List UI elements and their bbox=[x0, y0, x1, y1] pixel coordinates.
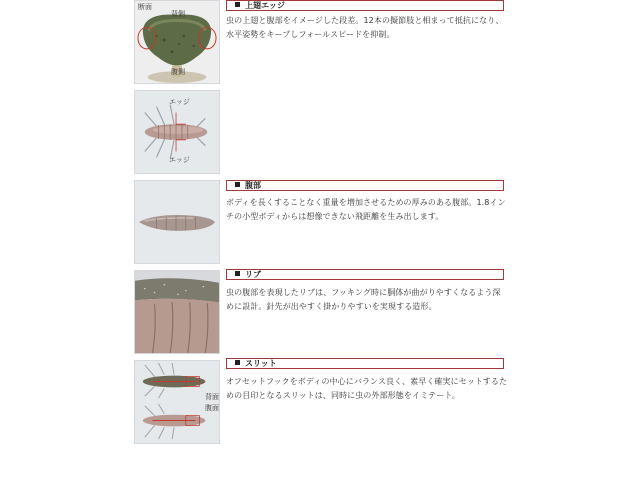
section-description-rib: 虫の腹部を表現したリブは、フッキング時に胴体が曲がりやすくなるよう深めに設計。針先が出やすく掛かりやすいを実現する造形。 bbox=[226, 288, 501, 311]
section-title-edge-text: 上翅エッジ bbox=[245, 1, 285, 10]
section-description-slit: オフセットフックをボディの中心にバランス良く、素早く確実にセットするための目印となるスリットは、同時に虫の外部形態をイミテート。 bbox=[226, 377, 508, 400]
bullet-icon bbox=[235, 271, 240, 276]
bullet-icon bbox=[235, 182, 240, 187]
label-cross-section: 断面 bbox=[138, 3, 152, 11]
cross-section-image bbox=[134, 0, 220, 84]
slit-views-image bbox=[134, 360, 220, 444]
section-title-rib bbox=[226, 269, 504, 280]
section-description-edge: 虫の上翅と腹部をイメージした段差。12本の擬節肢と相まって抵抗になり、水平姿勢をキープしフォールスピードを抑制。 bbox=[226, 16, 504, 39]
label-belly-side: 腹側 bbox=[171, 68, 185, 76]
rib-closeup-image bbox=[134, 270, 220, 354]
label-back-view: 背面 bbox=[205, 393, 219, 401]
section-title-abdomen-text: 腹部 bbox=[245, 181, 261, 190]
section-description-abdomen: ボディを長くすることなく重量を増加させるための厚みのある腹部。1.8インチの小型ボディからは想像できない飛距離を生み出します。 bbox=[226, 198, 506, 221]
bullet-icon bbox=[235, 360, 240, 365]
label-edge-top: エッジ bbox=[169, 98, 190, 106]
section-title-slit-text: スリット bbox=[245, 359, 277, 368]
section-title-edge bbox=[226, 0, 504, 11]
label-edge-bottom: エッジ bbox=[169, 156, 190, 164]
label-belly-view: 腹面 bbox=[205, 404, 219, 412]
abdomen-side-image bbox=[134, 180, 220, 264]
section-title-slit bbox=[226, 358, 504, 369]
section-title-rib-text: リブ bbox=[245, 270, 261, 279]
label-back-side: 背側 bbox=[171, 10, 185, 18]
top-view-edge-image bbox=[134, 90, 220, 174]
bullet-icon bbox=[235, 2, 240, 7]
section-title-abdomen bbox=[226, 180, 504, 191]
